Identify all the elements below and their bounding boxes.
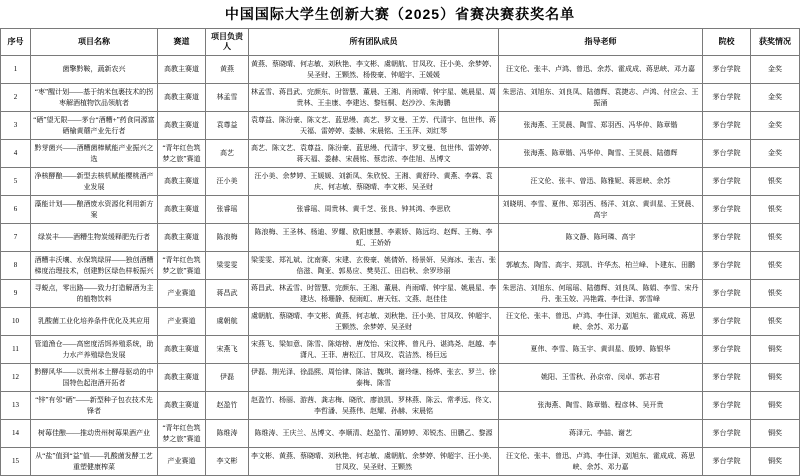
members-cell: 袁尊益、陈汾豪、陈文艺、蓝思缦、高艺、罗文曼、王芳、代清宇、包世伟、蒋天福、雷婷婷、娄赫、宋晨铭、王玉萍、刘红琴 — [249, 112, 499, 140]
school-cell: 茅台学院 — [703, 140, 751, 168]
advisors-cell: 陈文静、陈珂璘、高宇 — [499, 224, 703, 252]
leader-cell: 陈浪梅 — [206, 224, 249, 252]
serial-cell: 10 — [1, 308, 31, 336]
leader-cell: 高艺 — [206, 140, 249, 168]
advisors-cell: 蒋泽元、李喆、谢艺 — [499, 420, 703, 448]
header-members: 所有团队成员 — [249, 29, 499, 56]
header-school: 院校 — [703, 29, 751, 56]
table-row — [1, 280, 800, 308]
advisors-cell: 汪文伦、张丰、曾迅、卢鸿、李仕泽、刘旭东、霍成成、蒋思峡、余苏、邓力嘉 — [499, 308, 703, 336]
track-cell: 高教主赛道 — [158, 196, 206, 224]
track-cell: 产业赛道 — [158, 308, 206, 336]
serial-cell: 2 — [1, 84, 31, 112]
members-cell: 张睿瑶、周贵林、黄千芝、张良、钟其鸿、李思欣 — [249, 196, 499, 224]
leader-cell: 袁尊益 — [206, 112, 249, 140]
award-cell: 银奖 — [751, 252, 800, 280]
track-cell: 高教主赛道 — [158, 336, 206, 364]
leader-cell: 赵盈竹 — [206, 392, 249, 420]
project-name-cell: 黔芽菌兴——酒糟菌棒赋能产业振兴之选 — [31, 140, 158, 168]
project-name-cell: 寻蜕点，零出路——致力打造解酒为主的植物饮料 — [31, 280, 158, 308]
members-cell: 蒋昌武、林孟雪、时智慧、完颜东、王湘、董晨、肖雨晴、钟宇星、姚晨星、李建达、杨珊静、倪雨虹、唐天钰、文燕、赵佳佳 — [249, 280, 499, 308]
track-cell: “青年红色筑梦之旅”赛道 — [158, 140, 206, 168]
school-cell: 茅台学院 — [703, 84, 751, 112]
page-title: 中国国际大学生创新大赛（2025）省赛决赛获奖名单 — [224, 6, 576, 22]
project-name-cell: 树莓佳酿——推动贵州树莓果酒产业 — [31, 420, 158, 448]
serial-cell: 9 — [1, 280, 31, 308]
track-cell: 产业赛道 — [158, 280, 206, 308]
track-cell: 高教主赛道 — [158, 168, 206, 196]
header-serial: 序号 — [1, 29, 31, 56]
leader-cell: 陈维涛 — [206, 420, 249, 448]
advisors-cell: 夏伟、李雪、陈玉宇、黄训星、殷婷、陈银华 — [499, 336, 703, 364]
advisors-cell: 张海燕、王炅晨、陶雪、郑羽西、冯华仲、陈章锴 — [499, 112, 703, 140]
members-cell: 黄燕、蔡晓晴、何志敏、刘秋艳、李文彬、虞朝航、甘凤玫、汪小美、余梦婷、吴圣财、王颗然、杨俊豪、钟超宇、王媛媛 — [249, 56, 499, 84]
leader-cell: 伊磊 — [206, 364, 249, 392]
award-cell: 金奖 — [751, 56, 800, 84]
award-cell: 金奖 — [751, 112, 800, 140]
track-cell: “青年红色筑梦之旅”赛道 — [158, 420, 206, 448]
school-cell: 茅台学院 — [703, 196, 751, 224]
serial-cell: 6 — [1, 196, 31, 224]
serial-cell: 7 — [1, 224, 31, 252]
track-cell: 高教主赛道 — [158, 112, 206, 140]
school-cell: 茅台学院 — [703, 56, 751, 84]
project-name-cell: “枣”醒计划——基于纳米包裹技术的拐枣解酒植物饮品领航者 — [31, 84, 158, 112]
advisors-cell: 朱思洁、刘旭东、何瑶瑶、陆德辉、刘良凤、陈娟、李雪、宋丹丹、张玉姣、冯艳霞、李仕泽、郭雪峰 — [499, 280, 703, 308]
serial-cell: 5 — [1, 168, 31, 196]
track-cell: 高教主赛道 — [158, 84, 206, 112]
members-cell: 陈维涛、王庆兰、丛博文、李顺清、赵盈竹、蒲婷婷、邓锐杰、田鹏乙、黎源 — [249, 420, 499, 448]
award-cell: 铜奖 — [751, 392, 800, 420]
project-name-cell: 黔酵风华——以贵州本土酵母驱动的中国特色起泡酒开拓者 — [31, 364, 158, 392]
track-cell: “青年红色筑梦之旅”赛道 — [158, 252, 206, 280]
advisors-cell: 汪文伦、张丰、曾迅、卢鸿、李仕泽、刘旭东、霍成成、蒋思峡、余苏、邓力嘉 — [499, 448, 703, 476]
advisors-cell: 汪文伦、张丰、卢鸿、曾迅、余苏、霍成成、蒋思峡、邓力嘉 — [499, 56, 703, 84]
table-row — [1, 224, 800, 252]
leader-cell: 黄燕 — [206, 56, 249, 84]
school-cell: 茅台学院 — [703, 252, 751, 280]
advisors-cell: 姚阳、王雪秋、孙京帝、闵卓、郭志君 — [499, 364, 703, 392]
school-cell: 茅台学院 — [703, 280, 751, 308]
serial-cell: 13 — [1, 392, 31, 420]
leader-cell: 虞朝航 — [206, 308, 249, 336]
leader-cell: 张睿瑶 — [206, 196, 249, 224]
school-cell: 茅台学院 — [703, 392, 751, 420]
leader-cell: 林孟雪 — [206, 84, 249, 112]
advisors-cell: 张海燕、陶雪、陈章锴、程彦林、吴开贵 — [499, 392, 703, 420]
leader-cell: 李文彬 — [206, 448, 249, 476]
school-cell: 茅台学院 — [703, 420, 751, 448]
track-cell: 高教主赛道 — [158, 392, 206, 420]
serial-cell: 12 — [1, 364, 31, 392]
project-name-cell: 管道渔仓——高密度活饵养殖系统，助力水产养殖绿色发展 — [31, 336, 158, 364]
table-row — [1, 364, 800, 392]
project-name-cell: 乳酸菌工业化培养条件优化及其应用 — [31, 308, 158, 336]
award-cell: 金奖 — [751, 84, 800, 112]
advisors-cell: 张海燕、陈章锴、冯华仲、陶雪、王炅晨、陆德辉 — [499, 140, 703, 168]
track-cell: 高教主赛道 — [158, 224, 206, 252]
track-cell: 产业赛道 — [158, 448, 206, 476]
members-cell: 宋燕飞、梁如意、陈雪、陈熔榜、唐茂怡、宋汶桦、曾凡丹、谌鸿尧、赵越、李潇凡、王菲、唐松江、甘凤玫、袁洁然、杨巨远 — [249, 336, 499, 364]
advisors-cell: 刘晓明、李雪、夏伟、郑羽西、杨洋、刘京、黄训星、王贤晨、高宇 — [499, 196, 703, 224]
serial-cell: 3 — [1, 112, 31, 140]
header-row — [1, 29, 800, 56]
header-leader: 项目负责人 — [206, 29, 249, 56]
leader-cell: 梁雯雯 — [206, 252, 249, 280]
serial-cell: 8 — [1, 252, 31, 280]
serial-cell: 15 — [1, 448, 31, 476]
leader-cell: 宋燕飞 — [206, 336, 249, 364]
advisors-cell: 朱思洁、刘旭东、刘良凤、陆德辉、袁捷志、卢鸿、付应会、王振涌 — [499, 84, 703, 112]
awards-table — [0, 28, 800, 476]
serial-cell: 11 — [1, 336, 31, 364]
award-cell: 铜奖 — [751, 448, 800, 476]
table-row — [1, 448, 800, 476]
leader-cell: 蒋昌武 — [206, 280, 249, 308]
table-row — [1, 336, 800, 364]
project-name-cell: 净核酵酿——新型去核机赋能樱桃酒产业发展 — [31, 168, 158, 196]
award-cell: 金奖 — [751, 140, 800, 168]
members-cell: 高艺、陈文艺、袁尊益、陈汾豪、蓝思缦、代清宇、罗文曼、包世伟、雷婷婷、蒋天福、娄赫、宋晨铭、蔡忠浓、李佳旭、丛博文 — [249, 140, 499, 168]
header-project: 项目名称 — [31, 29, 158, 56]
project-name-cell: 绿炭丰——酒糟生物炭缓释肥先行者 — [31, 224, 158, 252]
header-track: 赛道 — [158, 29, 206, 56]
members-cell: 汪小美、余梦婷、王媛媛、刘新凤、朱欣悦、王湘、黄舒玲、黄燕、李霖、袁庆、何志敏、蔡晓晴、李文彬、吴圣财 — [249, 168, 499, 196]
serial-cell: 14 — [1, 420, 31, 448]
track-cell: 高教主赛道 — [158, 364, 206, 392]
award-cell: 银奖 — [751, 308, 800, 336]
award-cell: 银奖 — [751, 168, 800, 196]
members-cell: 伊磊、荆光泽、徐晶熙、周怡律、陈洁、魏琪、谢玲继、杨烨、张玄、罗兰、徐泰梅、陈雪 — [249, 364, 499, 392]
project-name-cell: 藻能计划——酿酒废水资源化利用新方案 — [31, 196, 158, 224]
serial-cell: 1 — [1, 56, 31, 84]
header-advisors: 指导老师 — [499, 29, 703, 56]
table-row — [1, 196, 800, 224]
advisors-cell: 汪文伦、张丰、曾迅、陈雅妮、蒋思峡、余苏 — [499, 168, 703, 196]
project-name-cell: 从“盐”值到“益”值——乳酸菌发酵工艺重塑健康榨菜 — [31, 448, 158, 476]
members-cell: 赵盈竹、杨丽、游茜、龚志梅、晓欣、廖浪凯、罗林燕、陈云、常孝远、佟文、李哲潘、吴燕伟、赵耀、孙赫、宋晨铭 — [249, 392, 499, 420]
project-name-cell: 酒糟丰沃壤、水保筑绿屏——独创酒糟梯度治理技术，创建黔区绿色样板振兴 — [31, 252, 158, 280]
table-row — [1, 112, 800, 140]
table-row — [1, 392, 800, 420]
school-cell: 茅台学院 — [703, 308, 751, 336]
school-cell: 茅台学院 — [703, 336, 751, 364]
members-cell: 陈浪梅、王圣林、杨迪、罗耀、欧阳康慧、李素娇、陈远均、赵辉、王梅、李虹、王娇娇 — [249, 224, 499, 252]
project-name-cell: “锌”有邻“硒”——新型种子包衣技术先锋者 — [31, 392, 158, 420]
members-cell: 虞朝航、蔡晓晴、李文彬、黄燕、何志敏、刘秋艳、汪小美、甘凤玫、钟超宇、王颗然、余梦婷、吴圣财 — [249, 308, 499, 336]
project-name-cell: 菌擎黔鞍，蔬新农兴 — [31, 56, 158, 84]
table-row — [1, 140, 800, 168]
members-cell: 梁雯雯、郑礼斌、沈南赛、宋建、玄俊豪、姚倩娇、杨景妍、吴海冰、张吉、张倍滋、陶亚、郭易应、樊昊江、田启秋、余罗珍丽 — [249, 252, 499, 280]
table-body — [1, 56, 800, 476]
table-row — [1, 168, 800, 196]
table-row — [1, 308, 800, 336]
track-cell: 高教主赛道 — [158, 56, 206, 84]
school-cell: 茅台学院 — [703, 112, 751, 140]
members-cell: 林孟雪、蒋昌武、完颜东、时智慧、董晨、王湘、肖雨晴、钟宇星、姚晨星、周贵林、王圭康、李建达、黎钰桐、赵沙沙、朱海鹏 — [249, 84, 499, 112]
serial-cell: 4 — [1, 140, 31, 168]
award-cell: 银奖 — [751, 280, 800, 308]
table-row — [1, 252, 800, 280]
award-cell: 银奖 — [751, 196, 800, 224]
school-cell: 茅台学院 — [703, 224, 751, 252]
award-cell: 铜奖 — [751, 336, 800, 364]
table-row — [1, 84, 800, 112]
award-cell: 铜奖 — [751, 364, 800, 392]
award-cell: 铜奖 — [751, 420, 800, 448]
table-row — [1, 420, 800, 448]
leader-cell: 汪小美 — [206, 168, 249, 196]
school-cell: 茅台学院 — [703, 168, 751, 196]
project-name-cell: “硒”望无限——茅台“酒糟+”药食同源富硒榆黄蘑产业先行者 — [31, 112, 158, 140]
award-cell: 银奖 — [751, 224, 800, 252]
school-cell: 茅台学院 — [703, 448, 751, 476]
table-row — [1, 56, 800, 84]
header-award: 获奖情况 — [751, 29, 800, 56]
members-cell: 李文彬、黄燕、蔡晓晴、刘秋艳、何志敏、虞朝航、余梦婷、钟超宇、汪小美、甘凤玫、吴圣财、王颗然 — [249, 448, 499, 476]
school-cell: 茅台学院 — [703, 364, 751, 392]
advisors-cell: 郭敏杰、陶雪、高宇、郑凯、许华杰、柏兰峰、卜建东、田鹏 — [499, 252, 703, 280]
